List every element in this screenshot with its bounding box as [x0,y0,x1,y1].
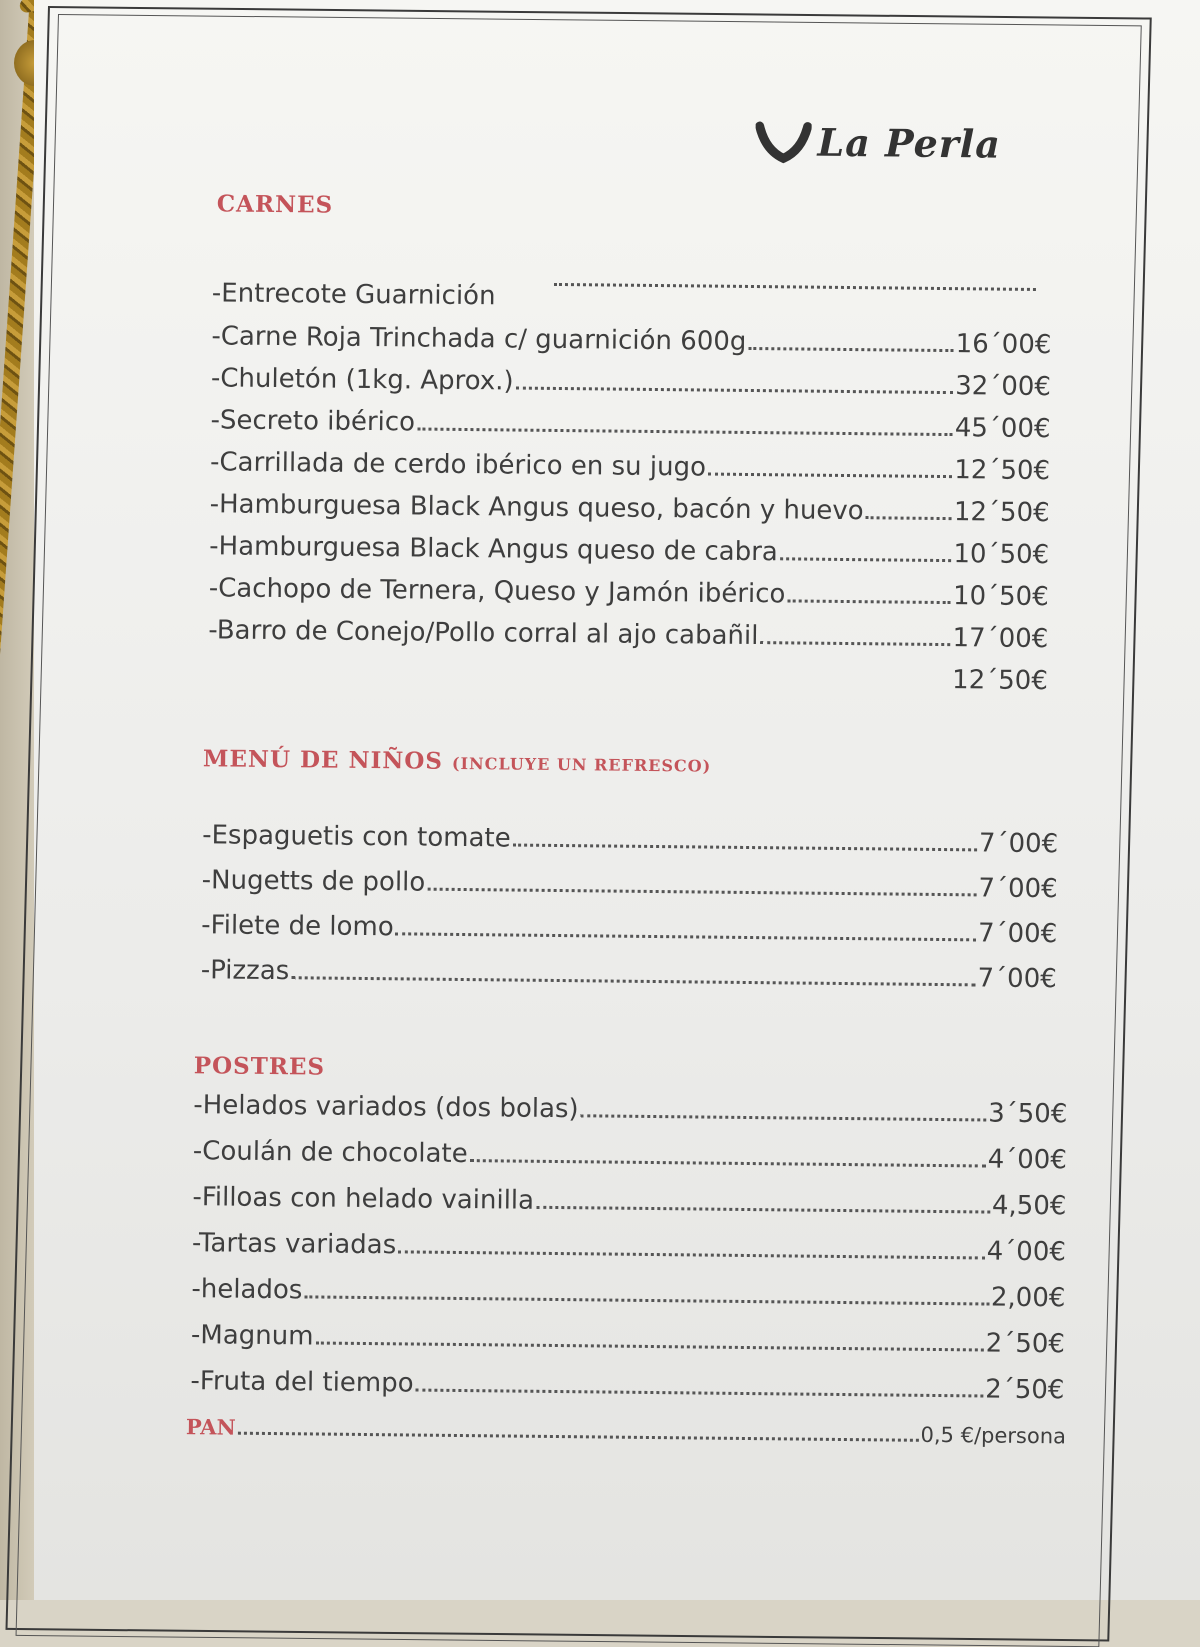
item-price: 7´00€ [978,828,1059,860]
menu-item [210,405,1050,444]
menu-item [193,1090,1067,1129]
menu-item [190,1366,1064,1405]
menu-item [211,321,1051,360]
item-price: 45´00€ [954,413,1051,445]
section-title-carnes: CARNES [216,190,334,219]
menu-item [211,363,1051,402]
dot-leader [427,887,976,897]
item-price: 10´50€ [953,539,1050,571]
menu-item [201,955,1057,994]
item-price: 7´00€ [977,918,1058,950]
dot-leader [581,1113,987,1121]
menu-item [192,1228,1066,1267]
item-name: -Coulán de chocolate [192,1136,468,1170]
item-name: -Tartas variadas [191,1228,397,1261]
item-name: -Fruta del tiempo [190,1366,414,1399]
item-name: -Nugetts de pollo [201,865,426,898]
restaurant-name: La Perla [817,119,1002,167]
item-price: 2,00€ [990,1282,1066,1314]
menu-item [212,278,552,312]
dot-leader [787,598,951,604]
item-name: -Carne Roja Trinchada c/ guarnición 600g [211,321,747,357]
item-name: -Filloas con helado vainilla [192,1182,535,1216]
menu-item [208,615,1048,654]
menu-item [208,657,1048,696]
heart-logo-icon [755,118,811,165]
menu-item [191,1274,1065,1313]
item-name: -Chuletón (1kg. Aprox.) [210,363,514,397]
item-name: -Cachopo de Ternera, Queso y Jamón ibérico [208,573,786,610]
item-price: 12´50€ [954,455,1051,487]
section-title-postres: POSTRES [193,1052,326,1081]
item-name: -Hamburguesa Black Angus queso, bacón y huevo [209,489,864,527]
section-title-ninos-text: MENÚ DE NIÑOS [202,745,444,775]
item-price: 4´00€ [986,1236,1067,1268]
item-name: -helados [191,1274,303,1306]
pan-row [186,1414,1066,1449]
item-name: -Barro de Conejo/Pollo corral al ajo cabañil [208,615,759,652]
dot-leader [513,843,977,852]
item-price: 3´50€ [987,1098,1068,1130]
item-name: -Magnum [190,1320,314,1352]
dot-leader [554,282,1036,291]
dot-leader [536,1205,990,1214]
item-price: 10´50€ [952,581,1049,613]
restaurant-logo [755,104,1001,167]
item-price: 2´50€ [985,1374,1065,1406]
item-price: 12´50€ [951,665,1049,697]
item-price: 32´00€ [955,371,1052,403]
item-price: 4´00€ [987,1144,1067,1176]
item-name: -Carrillada de cerdo ibérico en su jugo [209,447,707,483]
item-price: 4,50€ [991,1190,1067,1222]
item-name: -Hamburguesa Black Angus queso de cabra [209,531,778,568]
menu-item [193,1136,1067,1175]
menu-item [192,1182,1066,1221]
pan-price: 0,5 €/persona [920,1422,1067,1449]
item-name: -Helados variados (dos bolas) [193,1090,579,1125]
item-price: 12´50€ [953,497,1050,529]
item-name: -Secreto ibérico [210,405,416,438]
menu-content [164,90,1080,1599]
dot-leader [760,640,950,646]
menu-item [210,489,1050,528]
dot-leader [708,472,952,479]
dot-leader [398,1249,985,1259]
menu-item [191,1320,1065,1359]
dot-leader [291,975,975,986]
dot-leader [315,1340,983,1351]
dot-leader [238,1431,919,1442]
dot-leader [416,1388,984,1398]
dot-leader [516,386,954,395]
dot-leader [748,346,953,352]
item-name: -Filete de lomo [201,910,394,943]
item-name: -Entrecote Guarnición [211,278,496,312]
dot-leader [417,427,953,437]
dot-leader [866,515,952,520]
section-title-ninos [203,745,712,777]
dot-leader [396,931,976,941]
item-name: -Pizzas [200,955,290,987]
menu-item [201,910,1057,949]
menu-item [209,531,1049,570]
menu-item [202,820,1058,859]
item-price: 2´50€ [985,1328,1066,1360]
dot-leader [470,1158,986,1167]
section-subtitle-ninos: (INCLUYE UN REFRESCO) [451,753,712,776]
item-name: -Espaguetis con tomate [202,820,511,854]
dot-leader [304,1294,989,1305]
pan-label: PAN [185,1414,236,1440]
dot-leader [780,556,952,562]
item-price: 7´00€ [977,963,1057,995]
item-price: 16´00€ [955,329,1052,361]
menu-item [210,447,1050,486]
item-price: 7´00€ [978,873,1058,905]
menu-item [209,573,1049,612]
item-price: 17´00€ [952,623,1049,655]
menu-item-leader [552,282,1038,297]
menu-item [202,865,1058,904]
